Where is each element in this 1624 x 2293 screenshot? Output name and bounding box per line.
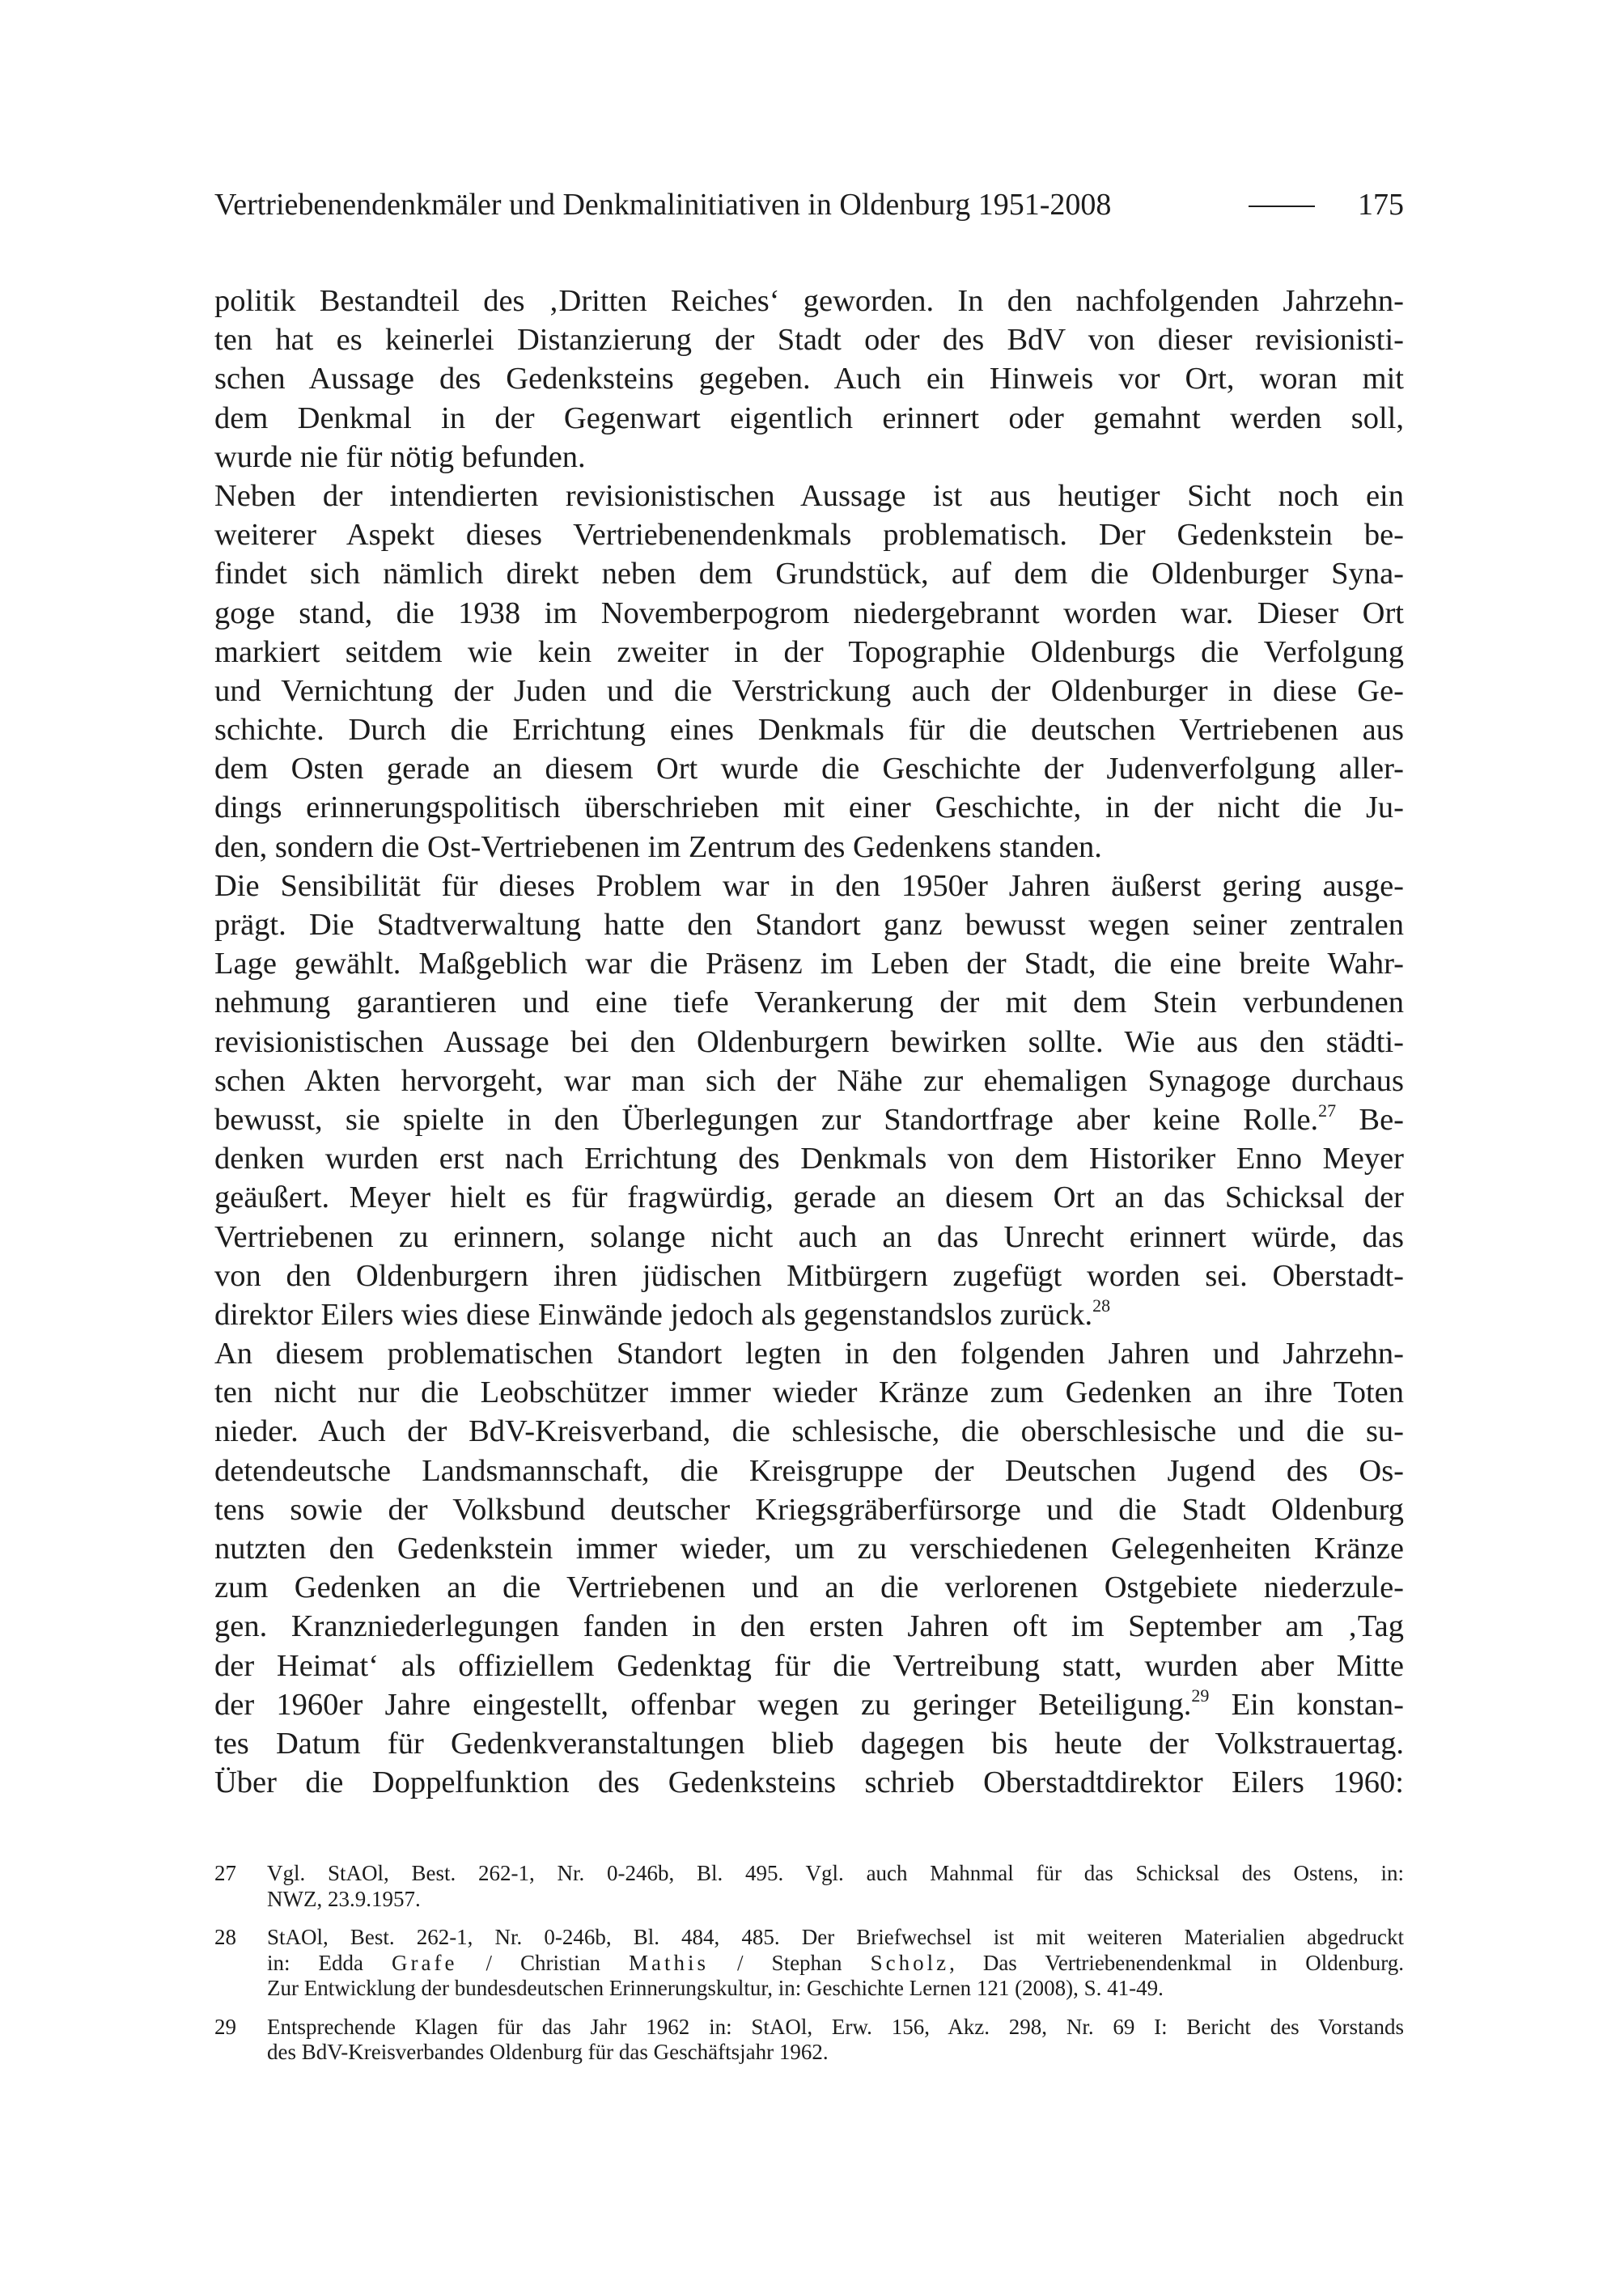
text-line: nehmung garantieren und eine tiefe Verankerung der mit dem Stein verbundenen <box>214 985 1404 1020</box>
text-line: Die Sensibilität für dieses Problem war in den 1950er Jahren äußerst gering ausge- <box>214 868 1404 903</box>
footnote-28 <box>214 1925 1404 2002</box>
text-line: schichte. Durch die Errichtung eines Denkmals für die deutschen Vertriebenen aus <box>214 713 1404 748</box>
footnote-line: Entsprechende Klagen für das Jahr 1962 in: StAOl, Erw. 156, Akz. 298, Nr. 69 I: Bericht des Vorstands <box>267 2014 1404 2039</box>
text-line: markiert seitdem wie kein zweiter in der Topographie Oldenburgs die Verfolgung <box>214 634 1404 669</box>
footnote-body <box>267 1925 1404 2002</box>
running-head-title: Vertriebenendenkmäler und Denkmalinitiativen in Oldenburg 1951-2008 <box>214 188 1112 222</box>
author-name: Mathis <box>629 1950 710 1975</box>
text-line: tes Datum für Gedenkveranstaltungen blieb dagegen bis heute der Volkstrauertag. <box>214 1726 1404 1761</box>
text-segment: , Das Vertriebenendenkmal in Oldenburg. <box>949 1950 1404 1975</box>
text-line: denken wurden erst nach Errichtung des Denkmals von dem Historiker Enno Meyer <box>214 1142 1404 1176</box>
text-line <box>214 1100 1404 1139</box>
text-line: schen Aussage des Gedenksteins gegeben. Auch ein Hinweis vor Ort, woran mit <box>214 362 1404 396</box>
text-line: schen Akten hervorgeht, war man sich der Nähe zur ehemaligen Synagoge durchaus <box>214 1063 1404 1098</box>
text-line: Lage gewählt. Maßgeblich war die Präsenz im Leben der Stadt, die eine breite Wahr- <box>214 947 1404 981</box>
text-line: Über die Doppelfunktion des Gedenksteins schrieb Oberstadtdirektor Eilers 1960: <box>214 1765 1404 1800</box>
text-segment: Ein konstan- <box>1209 1687 1404 1722</box>
footnote-27 <box>214 1861 1404 1912</box>
text-line: dem Osten gerade an diesem Ort wurde die Geschichte der Judenverfolgung aller- <box>214 752 1404 786</box>
footnote-line: NWZ, 23.9.1957. <box>267 1886 421 1911</box>
text-line: nutzten den Gedenkstein immer wieder, um zu verschiedenen Gelegenheiten Kränze <box>214 1532 1404 1566</box>
footnote-line: des BdV-Kreisverbandes Oldenburg für das Geschäftsjahr 1962. <box>267 2040 829 2064</box>
text-line: politik Bestandteil des ‚Dritten Reiches‘ geworden. In den nachfolgenden Jahrzehn- <box>214 284 1404 318</box>
text-line: gen. Kranzniederlegungen fanden in den ersten Jahren oft im September am ‚Tag <box>214 1609 1404 1644</box>
text-line: dings erinnerungspolitisch überschrieben mit einer Geschichte, in der nicht die Ju- <box>214 790 1404 825</box>
text-line: ten nicht nur die Leobschützer immer wieder Kränze zum Gedenken an ihre Toten <box>214 1375 1404 1410</box>
footnote-line: Vgl. StAOl, Best. 262-1, Nr. 0-246b, Bl. 495. Vgl. auch Mahnmal für das Schicksal des Ostens, in: <box>267 1861 1404 1885</box>
text-segment: bewusst, sie spielte in den Überlegungen zur Standortfrage aber keine Rolle. <box>214 1102 1319 1137</box>
footnote-ref[interactable]: 29 <box>1191 1685 1210 1706</box>
author-name: Scholz <box>870 1950 950 1975</box>
text-segment: Be- <box>1336 1102 1404 1137</box>
text-segment: / Christian <box>457 1950 630 1975</box>
text-segment: in: Edda <box>267 1950 392 1975</box>
text-line: den, sondern die Ost-Vertriebenen im Zentrum des Gedenkens standen. <box>214 829 1102 864</box>
running-head-rule <box>1249 206 1315 207</box>
text-line: An diesem problematischen Standort legten in den folgenden Jahren und Jahrzehn- <box>214 1337 1404 1371</box>
text-line: detendeutsche Landsmannschaft, die Kreisgruppe der Deutschen Jugend des Os- <box>214 1453 1404 1488</box>
running-head <box>214 183 1404 227</box>
footnote-body <box>267 1861 1404 1912</box>
text-line: findet sich nämlich direkt neben dem Grundstück, auf dem die Oldenburger Syna- <box>214 557 1404 591</box>
footnote-line: StAOl, Best. 262-1, Nr. 0-246b, Bl. 484, 485. Der Briefwechsel ist mit weiteren Materialien abgedruckt <box>267 1925 1404 1949</box>
text-segment: direktor Eilers wies diese Einwände jedoch als gegenstandslos zurück. <box>214 1297 1093 1332</box>
footnotes <box>214 1861 1404 2079</box>
text-line: und Vernichtung der Juden und die Verstrickung auch der Oldenburger in diese Ge- <box>214 673 1404 708</box>
text-line: tens sowie der Volksbund deutscher Kriegsgräberfürsorge und die Stadt Oldenburg <box>214 1492 1404 1527</box>
text-line: prägt. Die Stadtverwaltung hatte den Standort ganz bewusst wegen seiner zentralen <box>214 908 1404 942</box>
footnote-line: Zur Entwicklung der bundesdeutschen Erinnerungskultur, in: Geschichte Lernen 121 (2008), S. 41-49. <box>267 1976 1164 2000</box>
footnote-number: 27 <box>214 1861 236 1885</box>
text-line: geäußert. Meyer hielt es für fragwürdig, gerade an diesem Ort an das Schicksal der <box>214 1180 1404 1215</box>
text-segment: / Stephan <box>709 1950 871 1975</box>
text-line <box>214 1295 1404 1334</box>
footnote-body <box>267 2015 1404 2066</box>
footnote-number: 28 <box>214 1925 236 1949</box>
text-line: Neben der intendierten revisionistischen Aussage ist aus heutiger Sicht noch ein <box>214 478 1404 513</box>
text-segment: der 1960er Jahre eingestellt, offenbar wegen zu geringer Beteiligung. <box>214 1687 1192 1722</box>
author-name: Grafe <box>392 1950 458 1975</box>
text-line: zum Gedenken an die Vertriebenen und an die verlorenen Ostgebiete niederzule- <box>214 1570 1404 1605</box>
footnote-number: 29 <box>214 2014 236 2039</box>
text-line <box>214 1685 1404 1724</box>
text-line: goge stand, die 1938 im Novemberpogrom niedergebrannt worden war. Dieser Ort <box>214 596 1404 630</box>
text-line: ten hat es keinerlei Distanzierung der Stadt oder des BdV von dieser revisionisti- <box>214 323 1404 358</box>
text-line: weiterer Aspekt dieses Vertriebenendenkmals problematisch. Der Gedenkstein be- <box>214 518 1404 553</box>
text-line: revisionistischen Aussage bei den Oldenburgern bewirken sollte. Wie aus den städti- <box>214 1024 1404 1059</box>
footnote-line <box>267 1951 1404 1977</box>
text-line: von den Oldenburgern ihren jüdischen Mitbürgern zugefügt worden sei. Oberstadt- <box>214 1258 1404 1293</box>
text-line: der Heimat‘ als offiziellem Gedenktag für die Vertreibung statt, wurden aber Mitte <box>214 1648 1404 1683</box>
text-line: wurde nie für nötig befunden. <box>214 439 586 474</box>
page-number: 175 <box>1358 188 1404 222</box>
body-text <box>214 282 1404 1802</box>
text-line: Vertriebenen zu erinnern, solange nicht auch an das Unrecht erinnert würde, das <box>214 1219 1404 1254</box>
text-line: nieder. Auch der BdV-Kreisverband, die schlesische, die oberschlesische und die su- <box>214 1414 1404 1449</box>
text-line: dem Denkmal in der Gegenwart eigentlich erinnert oder gemahnt werden soll, <box>214 401 1404 435</box>
footnote-ref[interactable]: 28 <box>1092 1295 1111 1316</box>
footnote-ref[interactable]: 27 <box>1318 1100 1337 1121</box>
footnote-29 <box>214 2015 1404 2066</box>
